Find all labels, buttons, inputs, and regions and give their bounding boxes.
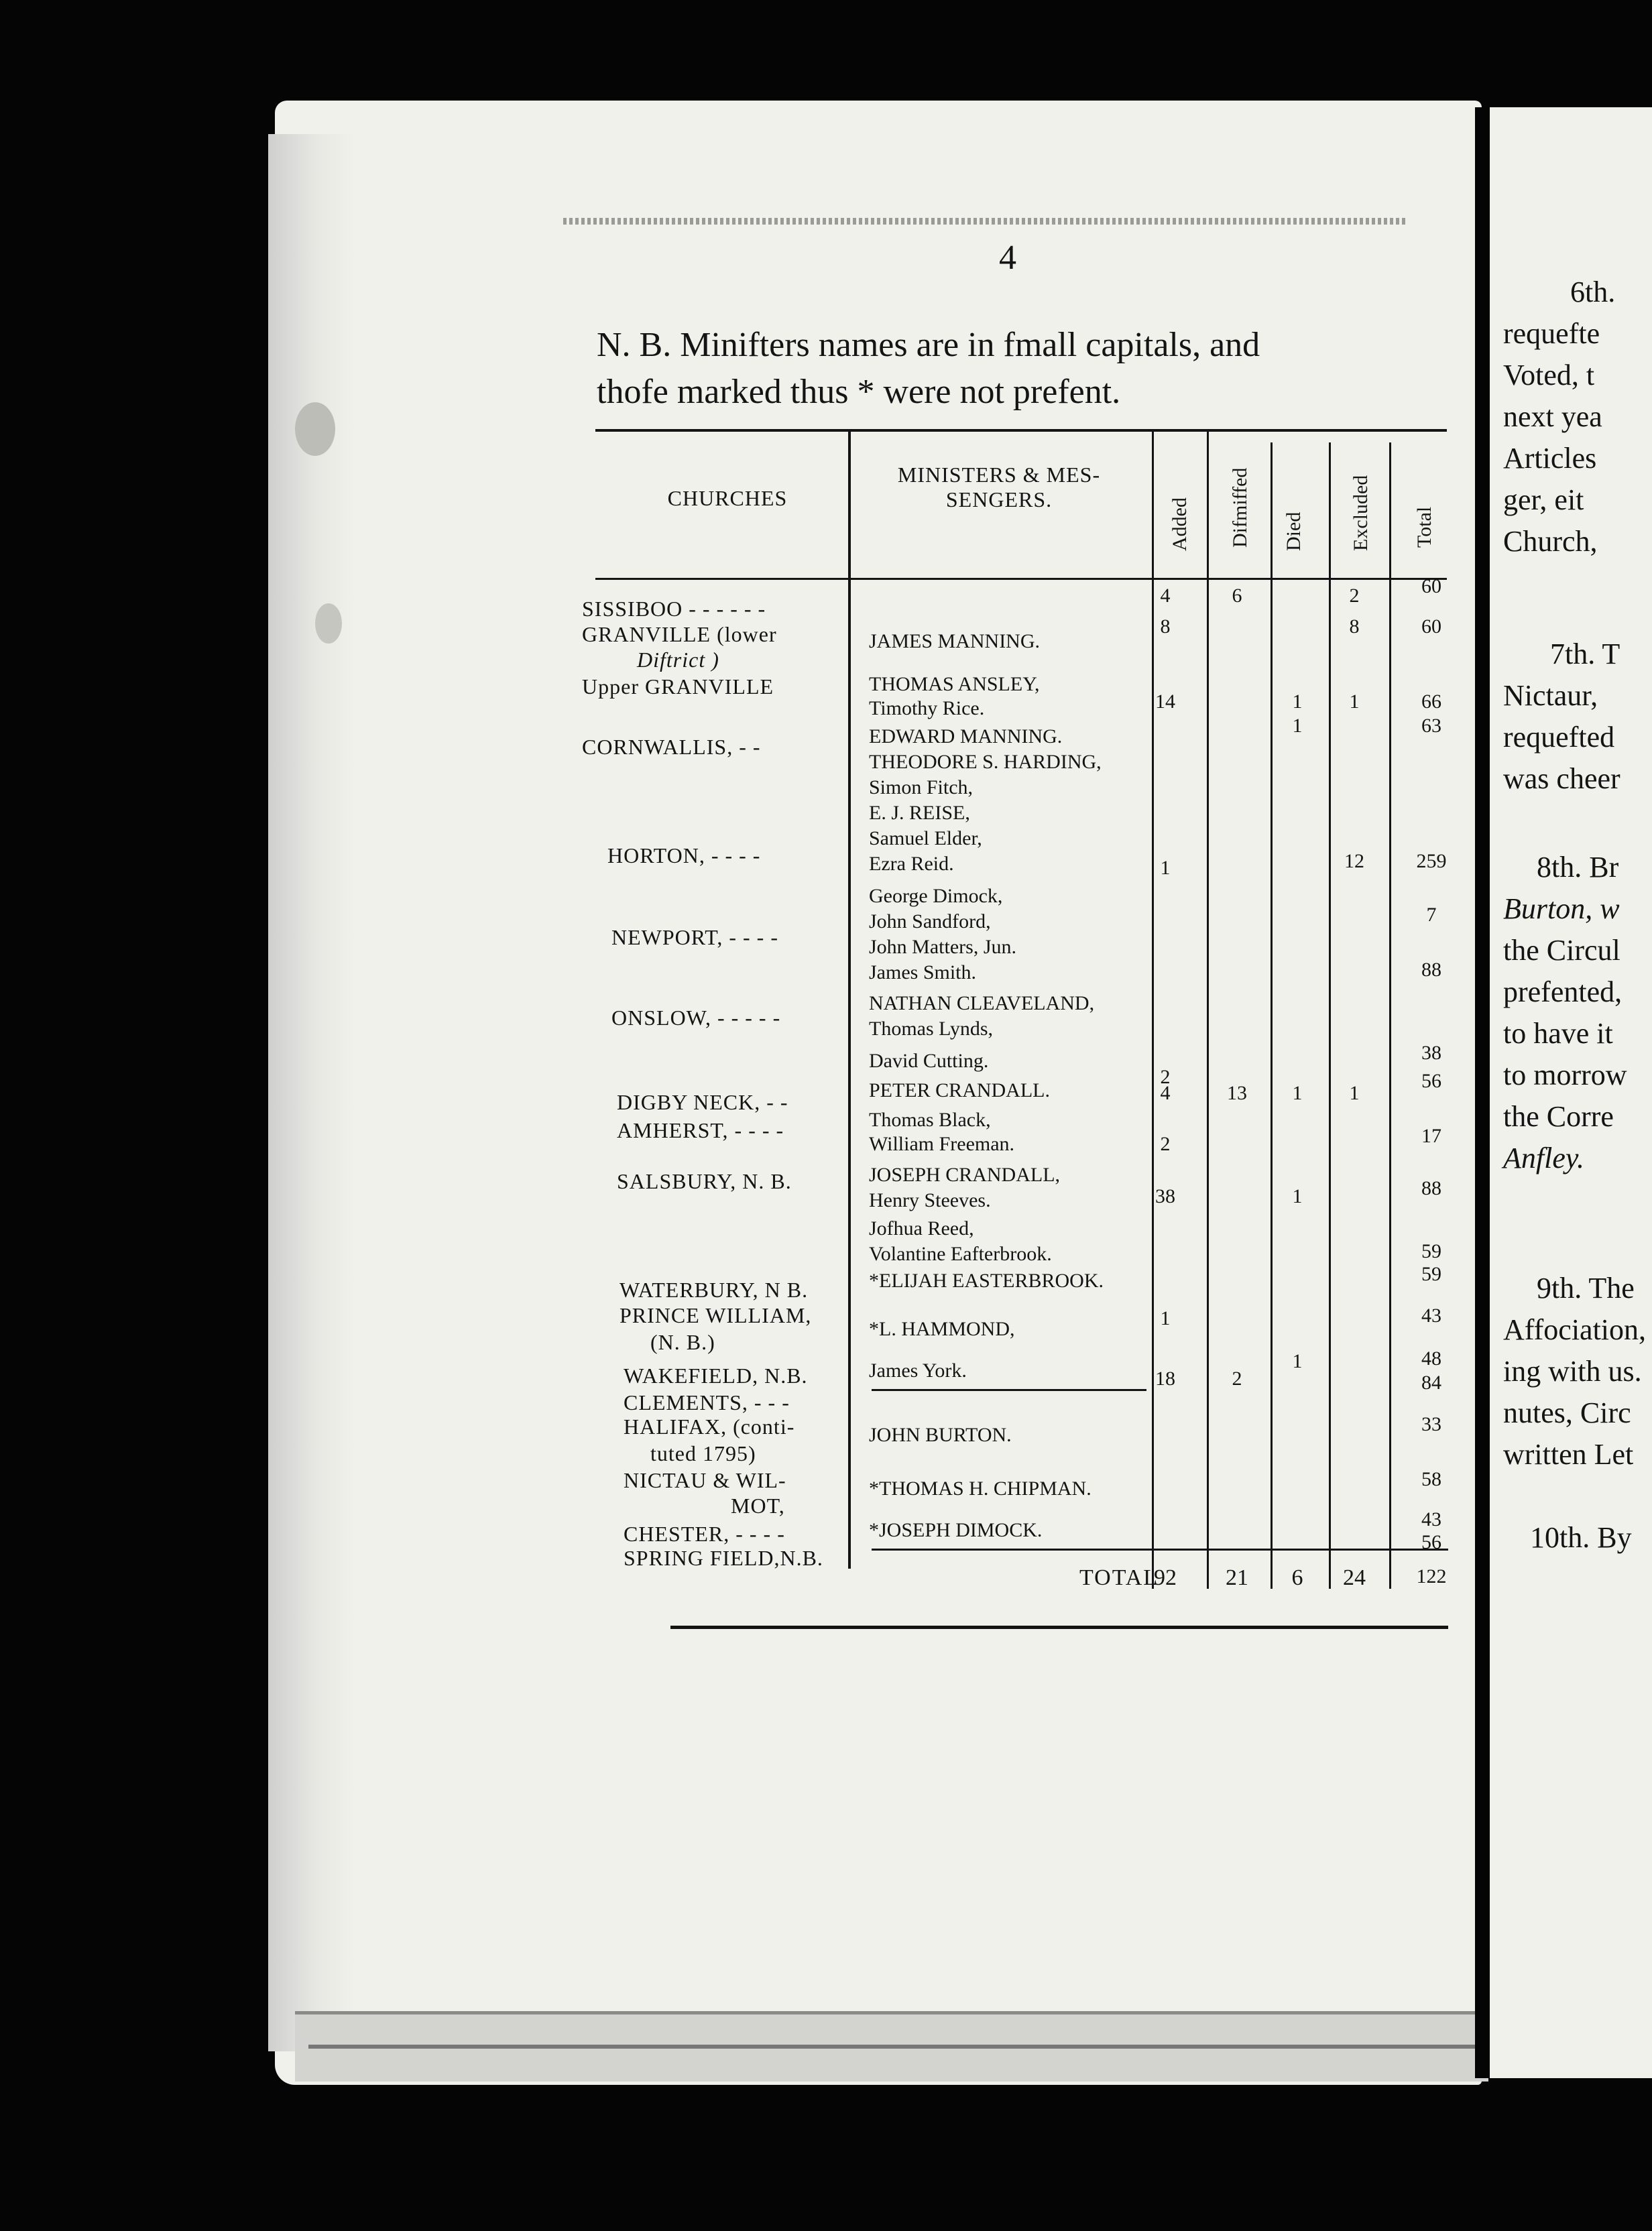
church-name: HORTON, - - - - bbox=[607, 843, 761, 867]
right-page-line: Articles bbox=[1503, 442, 1597, 475]
minister-name: Jofhua Reed, bbox=[869, 1217, 974, 1240]
total-died: 6 bbox=[1291, 1565, 1303, 1590]
note-line: thofe marked thus * were not prefent. bbox=[597, 373, 1121, 411]
minister-name: Thomas Black, bbox=[869, 1109, 991, 1131]
right-page-line: Church, bbox=[1503, 525, 1598, 558]
total-value: 66 bbox=[1421, 690, 1441, 713]
church-name: WATERBURY, N B. bbox=[620, 1278, 809, 1302]
added-value: 2 bbox=[1160, 1066, 1171, 1088]
total-value: 60 bbox=[1421, 615, 1441, 638]
dismissed-value: 6 bbox=[1232, 585, 1242, 607]
note-text bbox=[597, 322, 1441, 416]
right-page-line: Burton, w bbox=[1503, 892, 1620, 925]
right-page-line: next yea bbox=[1503, 400, 1602, 433]
page-number: 4 bbox=[999, 239, 1016, 277]
added-value: 4 bbox=[1160, 585, 1171, 607]
column-rule bbox=[1329, 442, 1331, 1589]
minister-name: *ELIJAH EASTERBROOK. bbox=[869, 1270, 1104, 1292]
minister-name: John Matters, Jun. bbox=[869, 936, 1016, 958]
minister-name: JOSEPH CRANDALL, bbox=[869, 1164, 1061, 1186]
right-page-line: the Corre bbox=[1503, 1100, 1614, 1133]
right-page-line: the Circul bbox=[1503, 934, 1620, 967]
header-churches: CHURCHES bbox=[667, 486, 788, 510]
died-value: 1 bbox=[1292, 1185, 1303, 1207]
header-excluded: Excluded bbox=[1350, 475, 1372, 551]
right-page-line: Affociation, bbox=[1503, 1313, 1647, 1346]
total-value: 33 bbox=[1421, 1413, 1441, 1435]
right-page-line: 9th. The bbox=[1537, 1272, 1635, 1305]
total-value: 43 bbox=[1421, 1508, 1441, 1530]
minister-name: Henry Steeves. bbox=[869, 1189, 991, 1211]
minister-name: Ezra Reid. bbox=[869, 853, 954, 875]
church-name: CORNWALLIS, - - bbox=[582, 735, 761, 759]
minister-name: James Smith. bbox=[869, 961, 977, 983]
minister-name: *THOMAS H. CHIPMAN. bbox=[869, 1478, 1092, 1500]
total-value: 56 bbox=[1421, 1070, 1441, 1092]
right-page bbox=[1490, 107, 1652, 2078]
page-bottom-line bbox=[308, 2045, 1482, 2049]
total-added: 92 bbox=[1154, 1565, 1177, 1590]
header-dismissed: Difmiffed bbox=[1229, 467, 1251, 548]
right-page-line: nutes, Circ bbox=[1503, 1396, 1631, 1429]
total-value: 43 bbox=[1421, 1305, 1441, 1327]
total-value: 88 bbox=[1421, 959, 1441, 981]
total-value: 60 bbox=[1421, 575, 1441, 597]
total-value: 7 bbox=[1426, 904, 1437, 926]
right-page-line: to morrow bbox=[1503, 1059, 1627, 1091]
added-value: 2 bbox=[1160, 1133, 1171, 1155]
died-value: 1 bbox=[1292, 690, 1303, 713]
church-name: HALIFAX, (conti- bbox=[624, 1414, 795, 1439]
church-name: CLEMENTS, - - - bbox=[624, 1390, 790, 1414]
total-value: 56 bbox=[1421, 1531, 1441, 1553]
header-added: Added bbox=[1169, 497, 1191, 551]
minister-name: Samuel Elder, bbox=[869, 827, 982, 849]
right-page-line: Anfley. bbox=[1503, 1142, 1584, 1174]
right-page-line: 8th. Br bbox=[1537, 851, 1619, 884]
total-value: 38 bbox=[1421, 1042, 1441, 1064]
header-died: Died bbox=[1283, 511, 1305, 551]
excluded-value: 8 bbox=[1349, 615, 1360, 638]
church-name: PRINCE WILLIAM, bbox=[620, 1303, 812, 1327]
right-page-line: 7th. T bbox=[1550, 638, 1620, 670]
added-value: 1 bbox=[1160, 1307, 1171, 1329]
right-page-line: requefte bbox=[1503, 317, 1600, 350]
total-value: 17 bbox=[1421, 1125, 1441, 1147]
total-total: 122 bbox=[1416, 1565, 1447, 1587]
total-value: 58 bbox=[1421, 1468, 1441, 1490]
book-gutter bbox=[1475, 107, 1490, 2078]
church-name: NEWPORT, - - - - bbox=[611, 925, 778, 949]
header-total: Total bbox=[1413, 506, 1435, 548]
church-name: ONSLOW, - - - - - bbox=[611, 1006, 781, 1030]
right-page-line: written Let bbox=[1503, 1438, 1634, 1471]
excluded-value: 2 bbox=[1349, 585, 1360, 607]
right-page-line: requefted bbox=[1503, 721, 1615, 753]
right-page-line: prefented, bbox=[1503, 975, 1622, 1008]
excluded-value: 1 bbox=[1349, 690, 1360, 713]
died-value: 1 bbox=[1292, 715, 1303, 737]
church-name: NICTAU & WIL- bbox=[624, 1468, 786, 1492]
minister-name: EDWARD MANNING. bbox=[869, 725, 1063, 747]
minister-name: John Sandford, bbox=[869, 910, 991, 932]
died-value: 1 bbox=[1292, 1082, 1303, 1104]
right-page-line: 10th. By bbox=[1530, 1521, 1632, 1554]
header-ministers: MINISTERS & MES- SENGERS. bbox=[897, 463, 1101, 511]
decorative-rule bbox=[563, 218, 1408, 225]
minister-name: David Cutting. bbox=[869, 1050, 989, 1072]
added-value: 14 bbox=[1155, 690, 1175, 713]
church-name: Upper GRANVILLE bbox=[582, 674, 774, 699]
dismissed-value: 2 bbox=[1232, 1368, 1242, 1390]
minister-name: JAMES MANNING. bbox=[869, 630, 1041, 652]
added-value: 4 bbox=[1160, 1082, 1171, 1104]
excluded-value: 12 bbox=[1344, 850, 1364, 872]
total-excluded: 24 bbox=[1343, 1565, 1366, 1590]
church-name: tuted 1795) bbox=[650, 1441, 756, 1465]
column-rule bbox=[1271, 442, 1273, 1589]
church-name: SALSBURY, N. B. bbox=[617, 1169, 792, 1193]
right-page-line: was cheer bbox=[1503, 762, 1620, 795]
right-page-line: ger, eit bbox=[1503, 483, 1584, 516]
minister-name: THOMAS ANSLEY, bbox=[869, 673, 1040, 695]
total-value: 59 bbox=[1421, 1263, 1441, 1285]
right-page-line: to have it bbox=[1503, 1017, 1613, 1050]
total-value: 59 bbox=[1421, 1240, 1441, 1262]
minister-name: NATHAN CLEAVELAND, bbox=[869, 992, 1095, 1014]
church-name: Diftrict ) bbox=[637, 648, 719, 672]
minister-name: E. J. REISE, bbox=[869, 802, 970, 824]
column-rule bbox=[848, 429, 851, 1569]
total-rule bbox=[872, 1549, 1448, 1551]
right-page-line: ing with us. bbox=[1503, 1355, 1642, 1388]
minister-name: *L. HAMMOND, bbox=[869, 1318, 1015, 1340]
table-bottom-rule bbox=[670, 1626, 1448, 1629]
minister-name: Thomas Lynds, bbox=[869, 1018, 993, 1040]
minister-block-rule bbox=[872, 1389, 1146, 1391]
column-rule bbox=[1389, 442, 1391, 1589]
church-name: (N. B.) bbox=[650, 1330, 715, 1354]
total-value: 259 bbox=[1416, 850, 1447, 872]
added-value: 1 bbox=[1160, 857, 1171, 879]
right-page-line: Voted, t bbox=[1503, 359, 1595, 391]
minister-name: Volantine Eafterbrook. bbox=[869, 1243, 1052, 1265]
minister-name: THEODORE S. HARDING, bbox=[869, 751, 1102, 773]
minister-name: George Dimock, bbox=[869, 885, 1003, 907]
total-value: 88 bbox=[1421, 1177, 1441, 1199]
church-name: SISSIBOO - - - - - - bbox=[582, 597, 766, 621]
minister-name: James York. bbox=[869, 1360, 967, 1382]
excluded-value: 1 bbox=[1349, 1082, 1360, 1104]
church-name: SPRING FIELD,N.B. bbox=[624, 1546, 823, 1570]
added-value: 18 bbox=[1155, 1368, 1175, 1390]
church-name: DIGBY NECK, - - bbox=[617, 1090, 788, 1114]
total-dismissed: 21 bbox=[1226, 1565, 1248, 1590]
header-bottom-rule bbox=[595, 578, 1447, 580]
minister-name: JOHN BURTON. bbox=[869, 1424, 1012, 1446]
page-stain bbox=[315, 603, 342, 644]
church-name: MOT, bbox=[731, 1494, 785, 1518]
right-page-line: Nictaur, bbox=[1503, 679, 1598, 712]
total-label: TOTAL bbox=[1079, 1565, 1159, 1590]
minister-name: Timothy Rice. bbox=[869, 697, 985, 719]
church-name: CHESTER, - - - - bbox=[624, 1522, 785, 1546]
church-name: AMHERST, - - - - bbox=[617, 1118, 784, 1142]
church-name: WAKEFIELD, N.B. bbox=[624, 1364, 808, 1388]
column-rule bbox=[1207, 429, 1209, 1589]
page-stain bbox=[295, 402, 335, 456]
church-name: GRANVILLE (lower bbox=[582, 622, 777, 646]
minister-name: Simon Fitch, bbox=[869, 776, 973, 798]
minister-name: William Freeman. bbox=[869, 1133, 1015, 1155]
minister-name: *JOSEPH DIMOCK. bbox=[869, 1519, 1043, 1541]
total-value: 84 bbox=[1421, 1372, 1441, 1394]
minister-name: PETER CRANDALL. bbox=[869, 1079, 1050, 1101]
added-value: 38 bbox=[1155, 1185, 1175, 1207]
added-value: 8 bbox=[1160, 615, 1171, 638]
total-value: 63 bbox=[1421, 715, 1441, 737]
dismissed-value: 13 bbox=[1227, 1082, 1247, 1104]
note-line: N. B. Minifters names are in fmall capitals, and bbox=[597, 326, 1260, 364]
total-value: 48 bbox=[1421, 1347, 1441, 1370]
table-top-rule bbox=[595, 429, 1447, 432]
died-value: 1 bbox=[1292, 1350, 1303, 1372]
right-page-line: 6th. bbox=[1570, 276, 1616, 308]
